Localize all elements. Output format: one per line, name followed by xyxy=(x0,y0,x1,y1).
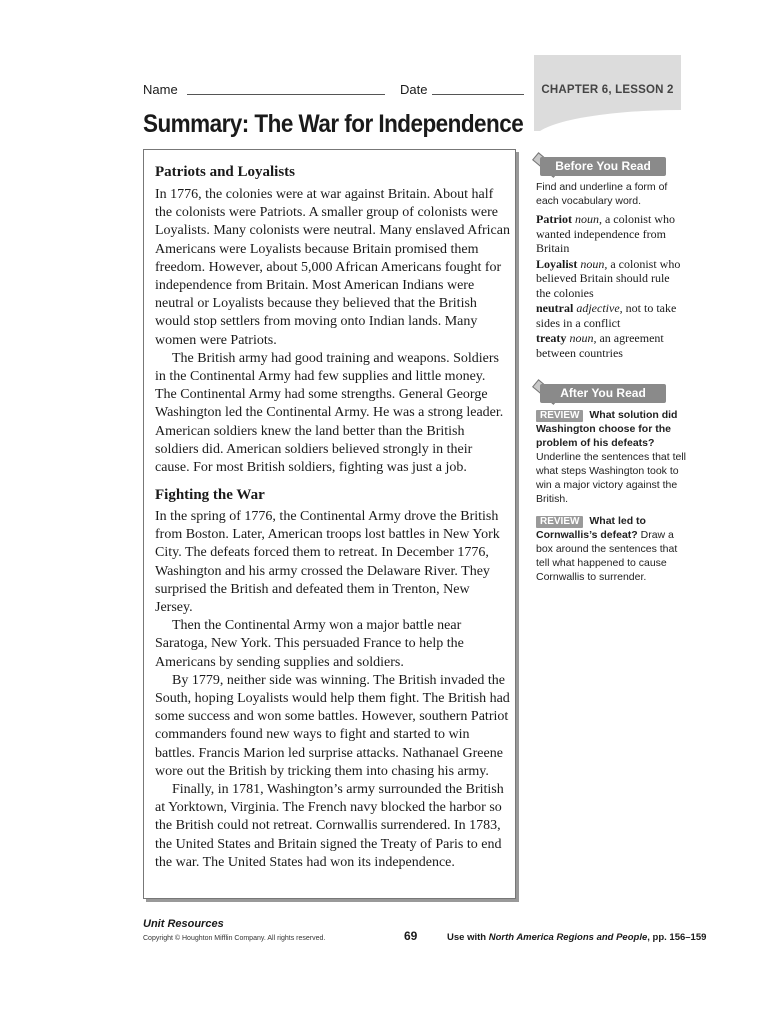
review-question-text: What led to Cornwallis’s defeat? xyxy=(536,515,646,541)
vocab-entry xyxy=(536,257,686,301)
paragraph: Then the Continental Army won a major battle near Saratoga, New York. This persuaded France to help the Americans by sending supplies and soldiers. xyxy=(155,618,464,670)
name-line[interactable] xyxy=(187,94,385,95)
vocab-def: not to take sides in a conflict xyxy=(536,301,677,330)
review-instruction-text: Draw a box around the sentences that tell what happened to cause Cornwallis to surrender. xyxy=(536,529,678,583)
paragraph: In 1776, the colonies were at war against Britain. About half the colonists were Patriots. A smaller group of colonists were Loyalists. Many colonists were neutral. Many enslaved African Americans were Loyalists because Britain promised them freedom. However, about 5,000 African Americans fought for independence from Britain. Most American Indians were neutral or Loyalists because they believed that the British would stop settlers from moving onto Indian lands. Many women were Patriots. xyxy=(155,187,510,348)
date-line[interactable] xyxy=(432,94,524,95)
vocab-term: treaty xyxy=(536,331,567,345)
review-instruction-text: Underline the sentences that tell what steps Washington took to win a major victory against the British. xyxy=(536,451,687,505)
vocab-term: Patriot xyxy=(536,212,572,226)
before-you-read-banner: Before You Read xyxy=(540,157,666,176)
paragraph: The British army had good training and weapons. Soldiers in the Continental Army had few supplies and little money. The Continental Army had some strengths. General George Washington led the Continental Army. He was a strong leader. American soldiers knew the land better than the British soldiers did. American soldiers believed strongly in their cause. For most British soldiers, fighting was just a job. xyxy=(155,350,504,476)
section-heading-fighting: Fighting the War xyxy=(155,487,265,503)
section-patriots-text xyxy=(155,186,510,477)
page-title: Summary: The War for Independence xyxy=(143,110,524,138)
vocab-entry xyxy=(536,212,686,256)
after-you-read-banner: After You Read xyxy=(540,384,666,403)
section-fighting-text xyxy=(155,508,510,872)
page-range: , pp. 156–159 xyxy=(647,932,707,943)
vocab-term: neutral xyxy=(536,301,574,315)
review-question-text: What solution did Washington choose for the problem of his defeats? xyxy=(536,409,678,449)
copyright: Copyright © Houghton Mifflin Company. All rights reserved. xyxy=(143,935,326,942)
vocab-pos: adjective, xyxy=(576,301,623,315)
review-question-1 xyxy=(536,408,686,506)
review-badge: REVIEW xyxy=(536,410,583,422)
page-number: 69 xyxy=(404,929,418,943)
paragraph: By 1779, neither side was winning. The British invaded the South, hoping Loyalists would help them fight. The British had some success and won some battles. However, southern Patriot commanders found new ways to fight and started to win battles. Francis Marion led surprise attacks. Nathanael Greene wore out the British by tricking them into chasing his army. xyxy=(155,672,510,779)
chapter-label: CHAPTER 6, LESSON 2 xyxy=(541,84,674,96)
vocab-entry xyxy=(536,331,686,360)
vocab-pos: noun, xyxy=(569,331,597,345)
paragraph: Finally, in 1781, Washington’s army surrounded the British at Yorktown, Virginia. The French navy blocked the harbor so the British could not retreat. Cornwallis surrendered. In 1783, the United States and Britain signed the Treaty of Paris to end the war. The United States had won its independence. xyxy=(155,782,504,870)
vocab-entry xyxy=(536,301,686,330)
review-question-2 xyxy=(536,514,686,584)
date-label: Date xyxy=(400,82,428,97)
vocabulary-list xyxy=(536,212,686,361)
review-badge: REVIEW xyxy=(536,516,583,528)
vocab-pos: noun, xyxy=(580,256,608,271)
vocab-pos: noun, xyxy=(574,212,602,226)
vocab-term: Loyalist xyxy=(536,256,578,271)
book-title: North America Regions and People xyxy=(488,932,648,943)
vocab-def: a colonist who believed Britain should rule the colonies xyxy=(536,256,681,300)
paragraph: In the spring of 1776, the Continental Army drove the British from Boston. Later, American troops lost battles in New York City. The defeats forced them to retreat. In December 1776, Washington and his army crossed the Delaware River. They surprised the British and defeated them in Trenton, New Jersey. xyxy=(155,509,500,616)
unit-resources-label: Unit Resources xyxy=(143,918,224,930)
vocab-def: a colonist who wanted independence from Britain xyxy=(536,212,675,255)
use-with-reference xyxy=(447,932,706,943)
before-instruction: Find and underline a form of each vocabulary word. xyxy=(536,181,668,207)
name-label: Name xyxy=(143,82,178,97)
vocab-def: an agreement between countries xyxy=(536,331,664,360)
section-heading-patriots: Patriots and Loyalists xyxy=(155,164,296,180)
use-with-prefix: Use with xyxy=(447,932,487,943)
